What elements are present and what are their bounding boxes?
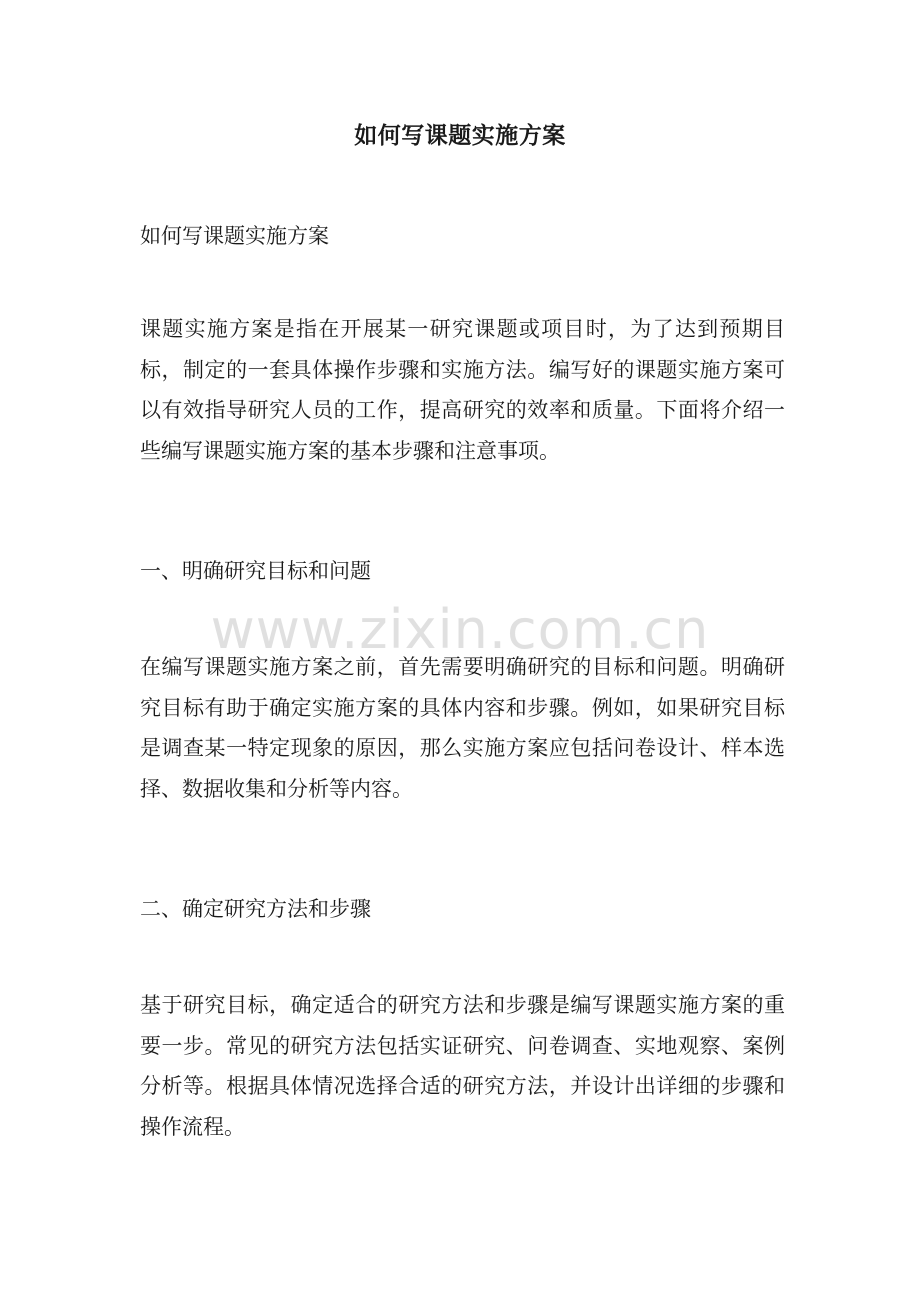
section-heading-2: 二、确定研究方法和步骤 (140, 897, 371, 921)
paragraph-section-1: 在编写课题实施方案之前，首先需要明确研究的目标和问题。明确研究目标有助于确定实施方案的具体内容和步骤。例如，如果研究目标是调查某一特定现象的原因，那么实施方案应包括问卷设计、样本选择、数据收集和分析等内容。 (140, 655, 785, 801)
paragraph-section-2: 基于研究目标，确定适合的研究方法和步骤是编写课题实施方案的重要一步。常见的研究方法包括实证研究、问卷调查、实地观察、案例分析等。根据具体情况选择合适的研究方法，并设计出详细的步骤和操作流程。 (140, 993, 785, 1139)
document-title: 如何写课题实施方案 (354, 122, 566, 149)
section-heading-1: 一、明确研究目标和问题 (140, 559, 371, 583)
watermark: www.zixin.com.cn (210, 598, 710, 661)
document-subtitle: 如何写课题实施方案 (140, 224, 329, 248)
paragraph-intro: 课题实施方案是指在开展某一研究课题或项目时，为了达到预期目标，制定的一套具体操作步骤和实施方法。编写好的课题实施方案可以有效指导研究人员的工作，提高研究的效率和质量。下面将介绍一些编写课题实施方案的基本步骤和注意事项。 (140, 317, 785, 463)
